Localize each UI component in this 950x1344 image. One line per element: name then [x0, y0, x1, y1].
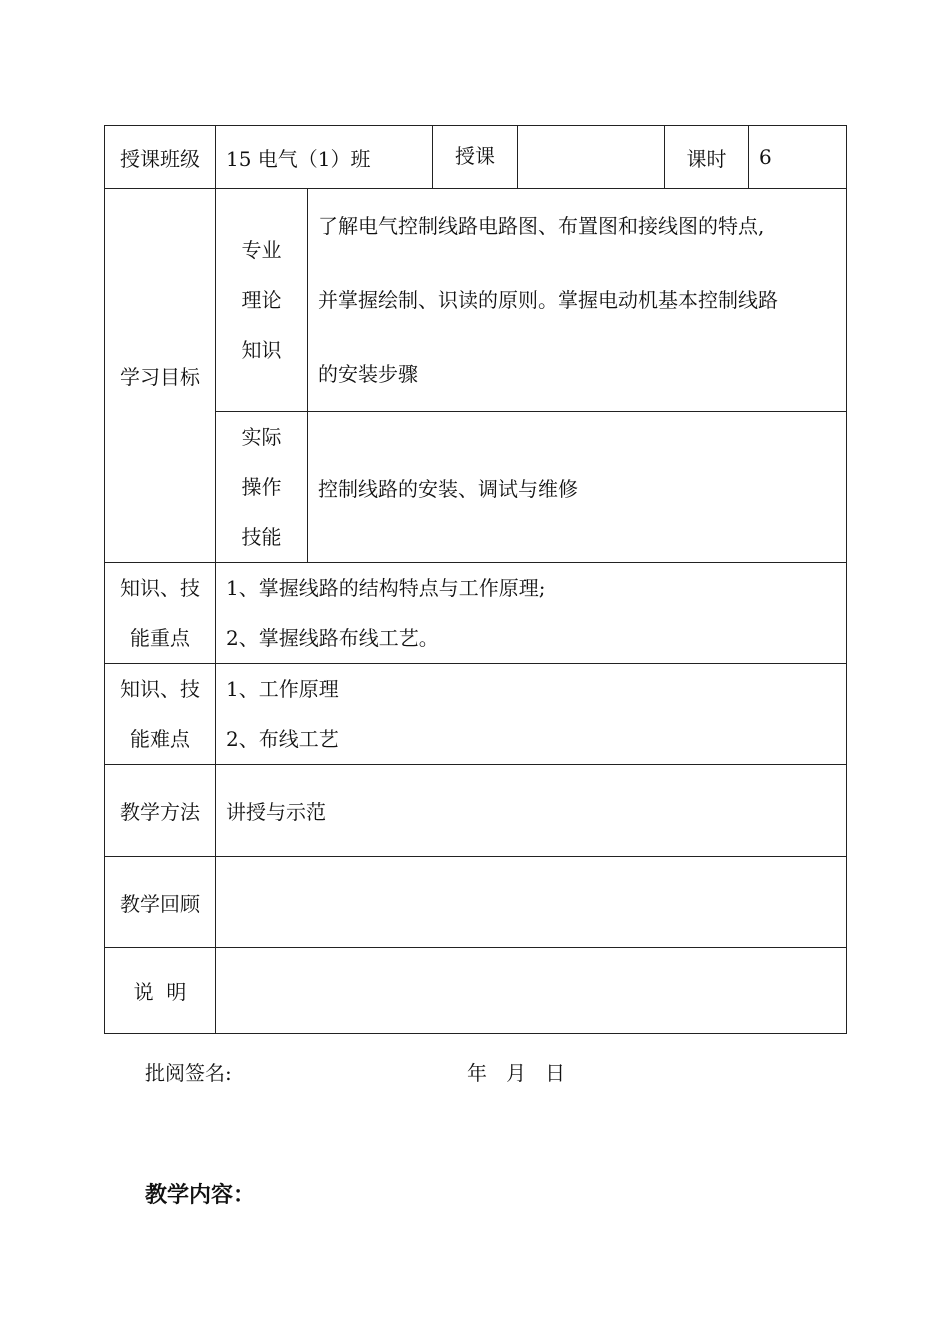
- content-title: 教学内容：: [145, 1182, 256, 1208]
- theory-label: [216, 189, 308, 412]
- hours-value: 6: [749, 126, 847, 189]
- key-points-label: [105, 563, 216, 664]
- practice-label-line: 实际: [241, 425, 282, 449]
- difficult-points-label-line: 能难点: [130, 727, 190, 751]
- practice-label-line: 技能: [241, 525, 282, 549]
- teach-value: [518, 126, 665, 189]
- class-value: 15 电气（1）班: [216, 126, 433, 189]
- goals-label: 学习目标: [105, 189, 216, 563]
- signature-date: 年 月 日: [467, 1061, 566, 1085]
- theory-text: [308, 189, 847, 412]
- review-label: 教学回顾: [105, 857, 216, 948]
- header-row: [105, 126, 847, 189]
- theory-row: [105, 189, 847, 412]
- notes-label: 说 明: [105, 948, 216, 1034]
- difficult-point-item: 2、布线工艺: [226, 727, 339, 751]
- signature-label: 批阅签名:: [145, 1061, 232, 1085]
- review-value: [216, 857, 847, 948]
- practice-label-line: 操作: [241, 475, 282, 499]
- hours-label: 课时: [665, 126, 749, 189]
- teach-label: 授课: [433, 126, 518, 189]
- method-label: 教学方法: [105, 765, 216, 857]
- theory-text-line: 的安装步骤: [318, 362, 418, 386]
- theory-text-line: 并掌握绘制、识读的原则。掌握电动机基本控制线路: [318, 288, 778, 312]
- theory-label-line: 知识: [241, 338, 282, 362]
- theory-label-line: 专业: [241, 238, 282, 262]
- practice-text: 控制线路的安装、调试与维修: [308, 412, 847, 563]
- practice-label: [216, 412, 308, 563]
- notes-value: [216, 948, 847, 1034]
- difficult-points-row: [105, 664, 847, 765]
- key-points-list: [216, 563, 847, 664]
- review-row: [105, 857, 847, 948]
- practice-row: [105, 412, 847, 563]
- lesson-plan-table: [104, 125, 847, 1034]
- notes-row: [105, 948, 847, 1034]
- key-points-label-line: 能重点: [130, 626, 190, 650]
- difficult-points-label: [105, 664, 216, 765]
- theory-text-line: 了解电气控制线路电路图、布置图和接线图的特点,: [318, 214, 765, 238]
- key-point-item: 1、掌握线路的结构特点与工作原理;: [226, 576, 546, 600]
- difficult-points-label-line: 知识、技: [120, 677, 200, 701]
- method-row: [105, 765, 847, 857]
- key-points-row: [105, 563, 847, 664]
- key-point-item: 2、掌握线路布线工艺。: [226, 626, 439, 650]
- theory-label-line: 理论: [241, 288, 282, 312]
- difficult-points-list: [216, 664, 847, 765]
- key-points-label-line: 知识、技: [120, 576, 200, 600]
- difficult-point-item: 1、工作原理: [226, 677, 339, 701]
- class-label: 授课班级: [105, 126, 216, 189]
- method-value: 讲授与示范: [216, 765, 847, 857]
